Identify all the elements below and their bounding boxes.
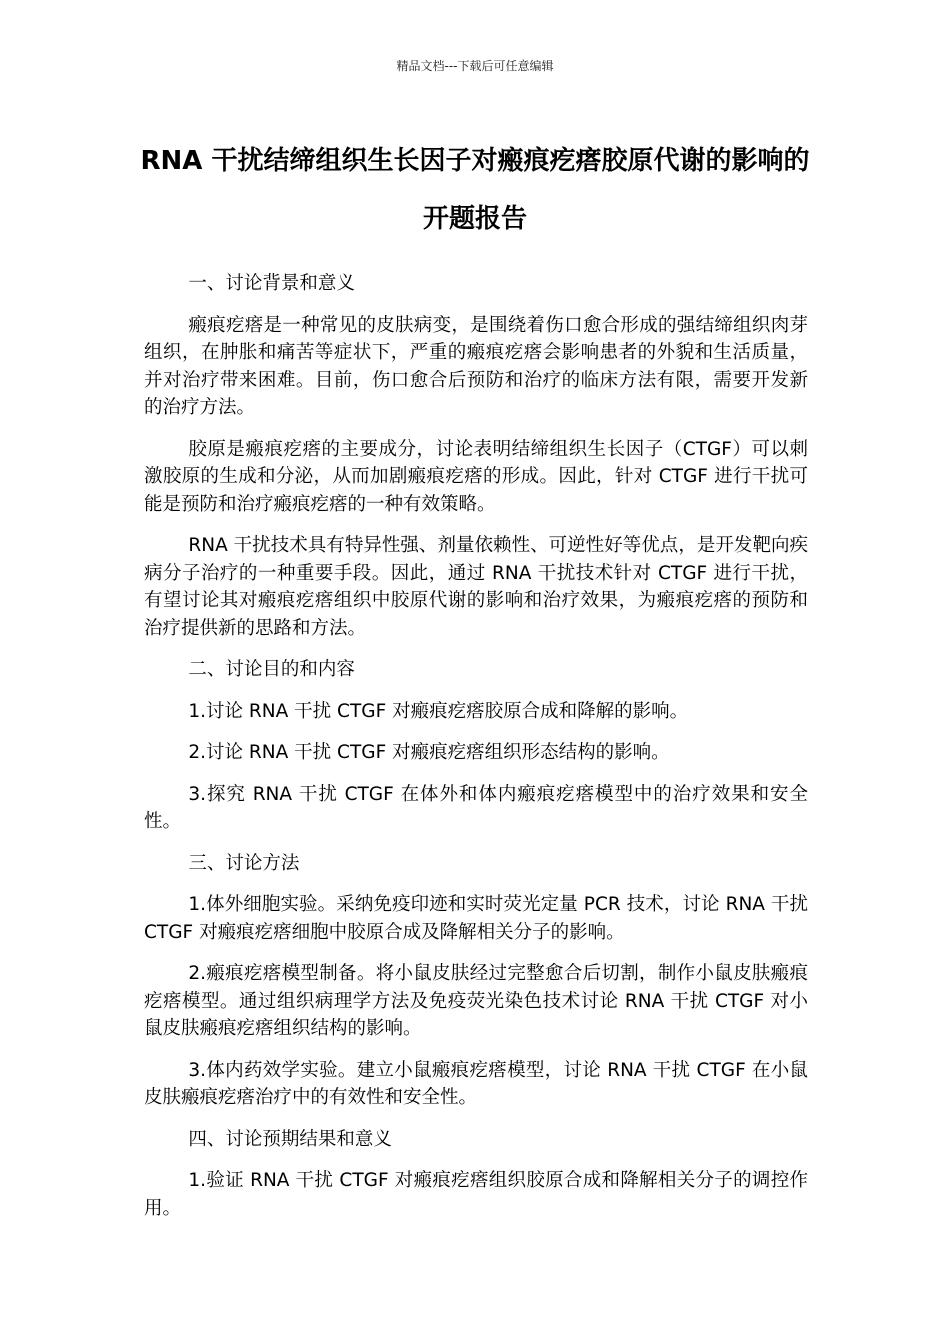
document-body <box>144 270 808 1236</box>
document-title: RNA 干扰结缔组织生长因子对瘢痕疙瘩胶原代谢的影响的开题报告 <box>140 146 810 234</box>
section-heading-methods: 三、讨论方法 <box>188 852 300 874</box>
list-item: 2.瘢痕疙瘩模型制备。将小鼠皮肤经过完整愈合后切割，制作小鼠皮肤瘢痕疙瘩模型。通过组织病理学方法及免疫荧光染色技术讨论 RNA 干扰 CTGF 对小鼠皮肤瘢痕疙瘩组织结构的影响。 <box>144 963 808 1039</box>
body-paragraph: 瘢痕疙瘩是一种常见的皮肤病变，是围绕着伤口愈合形成的强结缔组织肉芽组织，在肿胀和痛苦等症状下，严重的瘢痕疙瘩会影响患者的外貌和生活质量，并对治疗带来困难。目前，伤口愈合后预防和治疗的临床方法有限，需要开发新的治疗方法。 <box>144 314 808 418</box>
list-item: 3.探究 RNA 干扰 CTGF 在体外和体内瘢痕疙瘩模型中的治疗效果和安全性。 <box>144 783 808 832</box>
section-heading-expected-results: 四、讨论预期结果和意义 <box>188 1128 392 1150</box>
body-paragraph: RNA 干扰技术具有特异性强、剂量依赖性、可逆性好等优点，是开发靶向疾病分子治疗的一种重要手段。因此，通过 RNA 干扰技术针对 CTGF 进行干扰，有望讨论其对瘢痕疙瘩组织中胶原代谢的影响和治疗效果，为瘢痕疙瘩的预防和治疗提供新的思路和方法。 <box>144 535 808 639</box>
list-item: 1.讨论 RNA 干扰 CTGF 对瘢痕疙瘩胶原合成和降解的影响。 <box>188 700 689 722</box>
section-heading-objectives: 二、讨论目的和内容 <box>188 659 355 680</box>
list-item: 2.讨论 RNA 干扰 CTGF 对瘢痕疙瘩组织形态结构的影响。 <box>188 742 670 763</box>
list-item: 1.验证 RNA 干扰 CTGF 对瘢痕疙瘩组织胶原合成和降解相关分子的调控作用。 <box>144 1170 808 1219</box>
section-heading-background: 一、讨论背景和意义 <box>188 273 355 294</box>
list-item: 3.体内药效学实验。建立小鼠瘢痕疙瘩模型，讨论 RNA 干扰 CTGF 在小鼠皮肤瘢痕疙瘩治疗中的有效性和安全性。 <box>144 1059 808 1108</box>
list-item: 1.体外细胞实验。采纳免疫印迹和实时荧光定量 PCR 技术，讨论 RNA 干扰 CTGF 对瘢痕疙瘩细胞中胶原合成及降解相关分子的影响。 <box>144 894 808 943</box>
body-paragraph: 胶原是瘢痕疙瘩的主要成分，讨论表明结缔组织生长因子（CTGF）可以刺激胶原的生成和分泌，从而加剧瘢痕疙瘩的形成。因此，针对 CTGF 进行干扰可能是预防和治疗瘢痕疙瘩的一种有效策略。 <box>144 438 808 515</box>
page-header-note: 精品文档---下载后可任意编辑 <box>396 59 554 73</box>
